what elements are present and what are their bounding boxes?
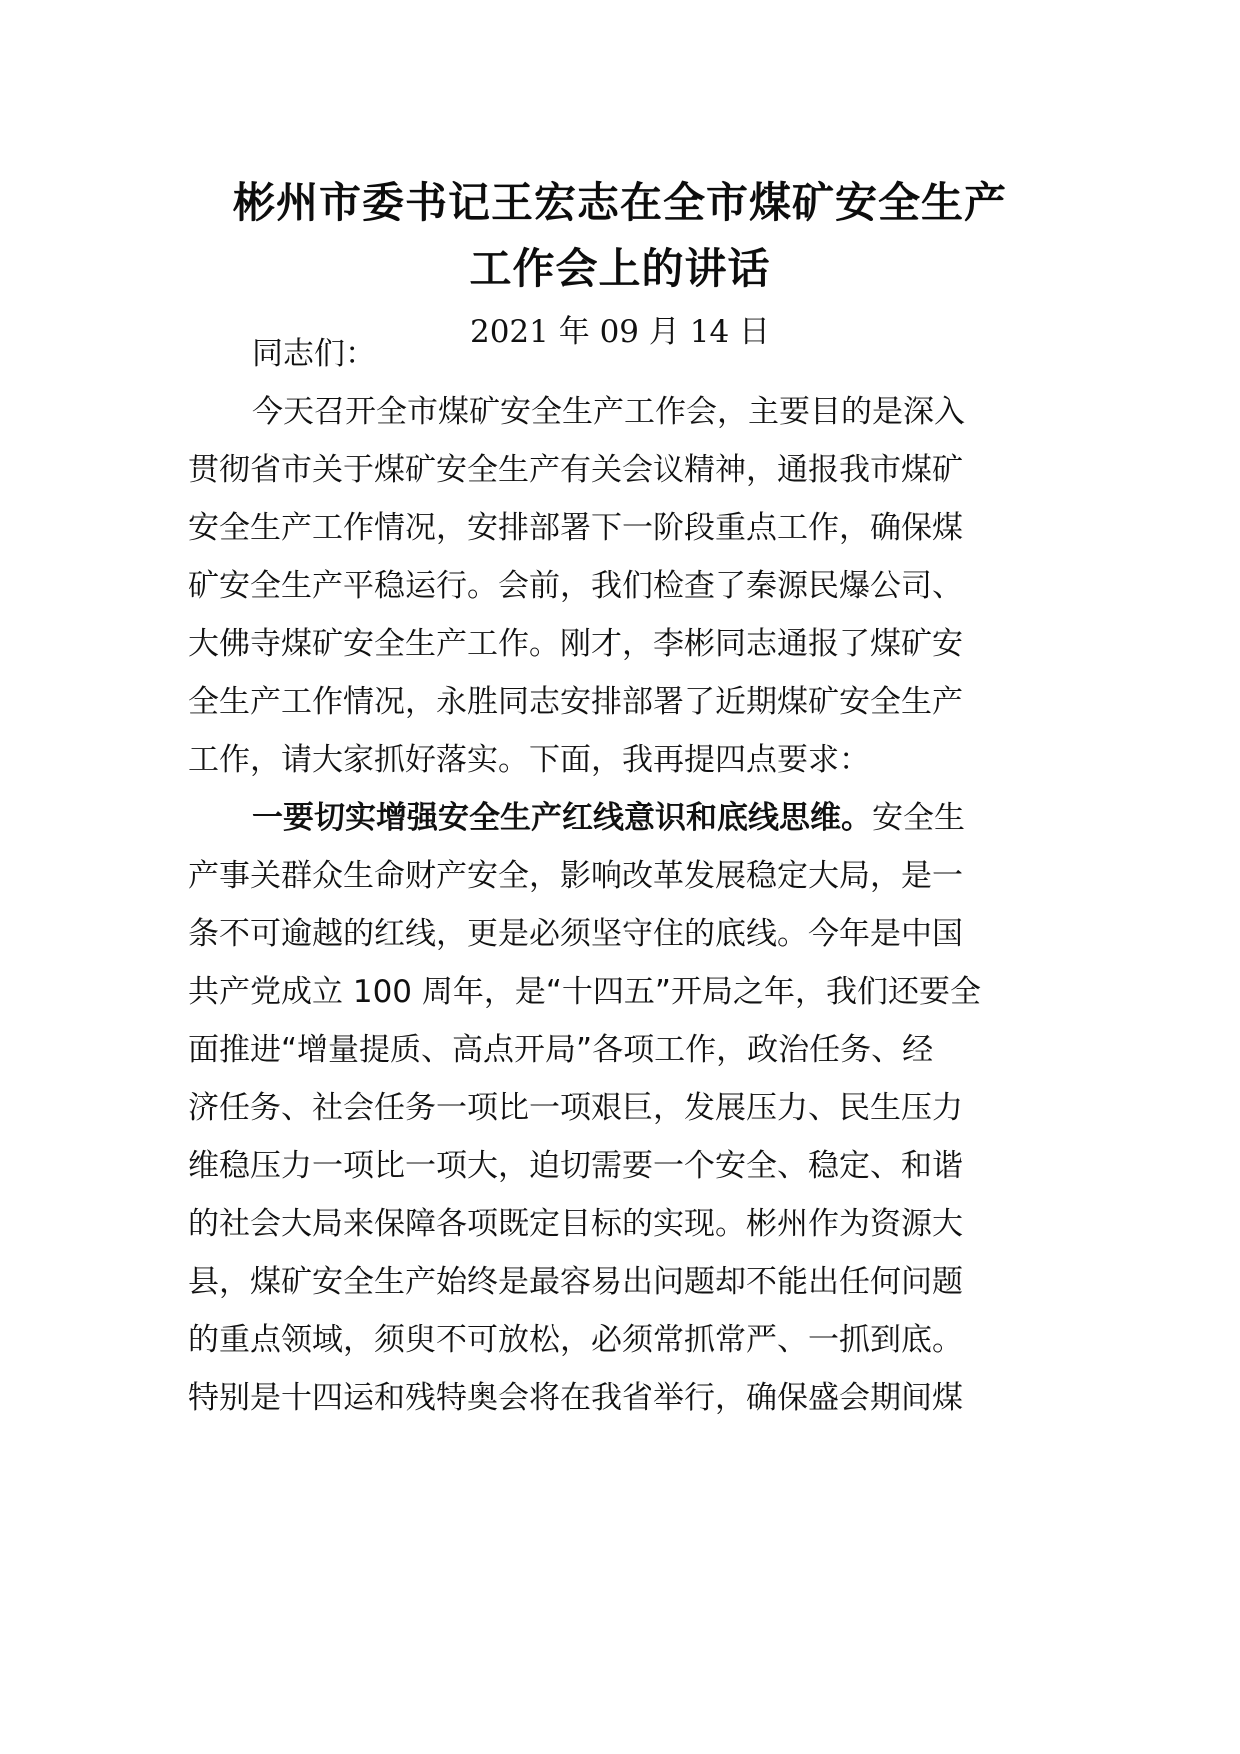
section-1-line: 条不可逾越的红线，更是必须坚守住的底线。今年是中国 [188,916,963,952]
section-1-line: 济任务、社会任务一项比一项艰巨，发展压力、民生压力 [188,1090,963,1126]
section-1-line: 产事关群众生命财产安全，影响改革发展稳定大局，是一 [188,858,963,894]
intro-line: 矿安全生产平稳运行。会前，我们检查了秦源民爆公司、 [188,568,963,604]
section-1-first-line-text: 安全生 [872,800,965,836]
section-1-line: 县，煤矿安全生产始终是最容易出问题却不能出任何问题 [188,1264,963,1300]
intro-line: 工作，请大家抓好落实。下面，我再提四点要求： [188,742,870,778]
intro-line: 全生产工作情况，永胜同志安排部署了近期煤矿安全生产 [188,684,963,720]
intro-line: 贯彻省市关于煤矿安全生产有关会议精神，通报我市煤矿 [188,452,963,488]
section-1-heading: 一要切实增强安全生产红线意识和底线思维。 [252,800,872,836]
intro-line: 今天召开全市煤矿安全生产工作会，主要目的是深入 [252,394,965,430]
section-1-line: 共产党成立 100 周年，是“十四五”开局之年，我们还要全 [188,974,981,1010]
document-date: 2021 年 09 月 14 日 [469,314,771,350]
document-title-line-2: 工作会上的讲话 [469,244,771,293]
section-1-line: 面推进“增量提质、高点开局”各项工作，政治任务、经 [188,1032,934,1068]
salutation: 同志们： [252,336,376,372]
section-1-line: 的社会大局来保障各项既定目标的实现。彬州作为资源大 [188,1206,963,1242]
section-1-first-line [252,798,1058,838]
section-1-line: 维稳压力一项比一项大，迫切需要一个安全、稳定、和谐 [188,1148,963,1184]
intro-line: 安全生产工作情况，安排部署下一阶段重点工作，确保煤 [188,510,963,546]
document-title-line-1: 彬州市委书记王宏志在全市煤矿安全生产 [232,178,1007,227]
intro-line: 大佛寺煤矿安全生产工作。刚才，李彬同志通报了煤矿安 [188,626,963,662]
section-1-line: 的重点领域，须臾不可放松，必须常抓常严、一抓到底。 [188,1322,963,1358]
section-1-line: 特别是十四运和残特奥会将在我省举行，确保盛会期间煤 [188,1380,963,1416]
